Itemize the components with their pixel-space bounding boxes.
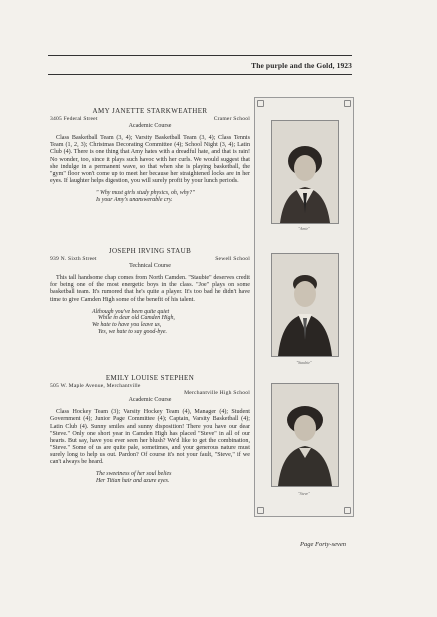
verse-line: " Why must girls study physics, oh, why?" — [96, 189, 195, 196]
course: Academic Course — [128, 123, 172, 130]
page-header: The purple and the Gold, 1923 — [251, 61, 352, 70]
student-photo — [271, 120, 339, 224]
photo-caption: "Staubie" — [296, 360, 312, 365]
school-name: Cramer School — [213, 116, 250, 123]
course: Technical Course — [129, 263, 171, 270]
portrait-image — [272, 121, 338, 223]
student-entry — [50, 375, 250, 485]
student-bio: Class Basketball Team (3, 4); Varsity Basketball Team (3, 4); Class Tennis Team (1, 2, 3); Christmas Decorating Committee (4); School Night (3, 4); Latin Club (4). There is one thing that Amy hates with a dreadful hate, and that is rain! No wonder, too, since it plays such havoc with her curls. We would suggest that she indulge in a permanent wave, so that when she is playing basketball, the "gym" floor won't come up to meet her because her straightened locks are in her eyes. If laughter helps digestion, you will surely profit by your lunch periods. — [50, 135, 250, 184]
photo-caption: "Amie" — [298, 226, 310, 231]
portrait-image — [272, 384, 338, 486]
corner-ornament — [257, 507, 264, 514]
student-photo — [271, 383, 339, 487]
student-name: EMILY LOUISE STEPHEN — [105, 374, 195, 382]
street-address: 939 N. Sixth Street — [50, 256, 97, 263]
verse-line: We hate to have you leave us, — [92, 322, 162, 329]
course: Academic Course — [128, 397, 172, 404]
student-entry — [50, 108, 250, 204]
student-bio: Class Hockey Team (3); Varsity Hockey Team (4), Manager (4); Student Government (4); Junior Page Committee (4); Captain, Varsity Basketball (4); Latin Club (4). Sunny smiles and sunny disposition! There you have our dear "Steve." Only one short year in Camden High has placed "Steve" in all of our hearts. But say, have you ever seen her blush? We'd like to get the combination, "Steve." Some of us are quite pale, sometimes, and your generous nature must surely long to help us out. Pardon? Of course it's not your fault, "Steve," if we can't always be heard. — [50, 409, 250, 466]
verse-line: Is your Amy's unanswerable cry. — [96, 196, 173, 203]
street-address: 3405 Federal Street — [50, 116, 98, 123]
student-address — [50, 116, 250, 123]
student-bio: This tall handsome chap comes from North Camden. "Staubie" deserves credit for being one of the most energetic boys in the class. "Joe" plays on some basketball team. It's rumored that he's quite a player. It's too bad he didn't have time to give Camden High some of the benefit of his talent. — [50, 275, 250, 303]
corner-ornament — [344, 100, 351, 107]
student-verse — [50, 309, 250, 336]
street-address: 505 W. Maple Avenue, Merchantville — [50, 383, 141, 390]
verse-line: Her Titian hair and azure eyes. — [96, 477, 170, 484]
corner-ornament — [344, 507, 351, 514]
student-address — [50, 256, 250, 263]
student-verse — [50, 190, 250, 204]
verse-line: The sweetness of her soul belies — [96, 471, 172, 478]
school-name: Sewell School — [215, 256, 250, 263]
corner-ornament — [257, 100, 264, 107]
page-number: Page Forty-seven — [300, 541, 347, 548]
header-rule-top — [48, 55, 352, 56]
verse-line: While in dear old Camden High, — [98, 315, 175, 322]
student-verse — [50, 471, 250, 485]
verse-line: Although you've been quite quiet — [92, 308, 170, 315]
photo-caption: "Steve" — [298, 491, 310, 496]
student-entry — [50, 248, 250, 336]
student-photo — [271, 253, 339, 357]
portrait-image — [272, 254, 338, 356]
header-rule-bottom — [48, 74, 352, 75]
student-name: AMY JANETTE STARKWEATHER — [92, 107, 208, 115]
photo-panel — [254, 97, 354, 517]
student-name: JOSEPH IRVING STAUB — [108, 247, 192, 255]
verse-line: Yes, we hate to say good-bye. — [98, 329, 167, 336]
school-name: Merchantville High School — [184, 390, 250, 397]
